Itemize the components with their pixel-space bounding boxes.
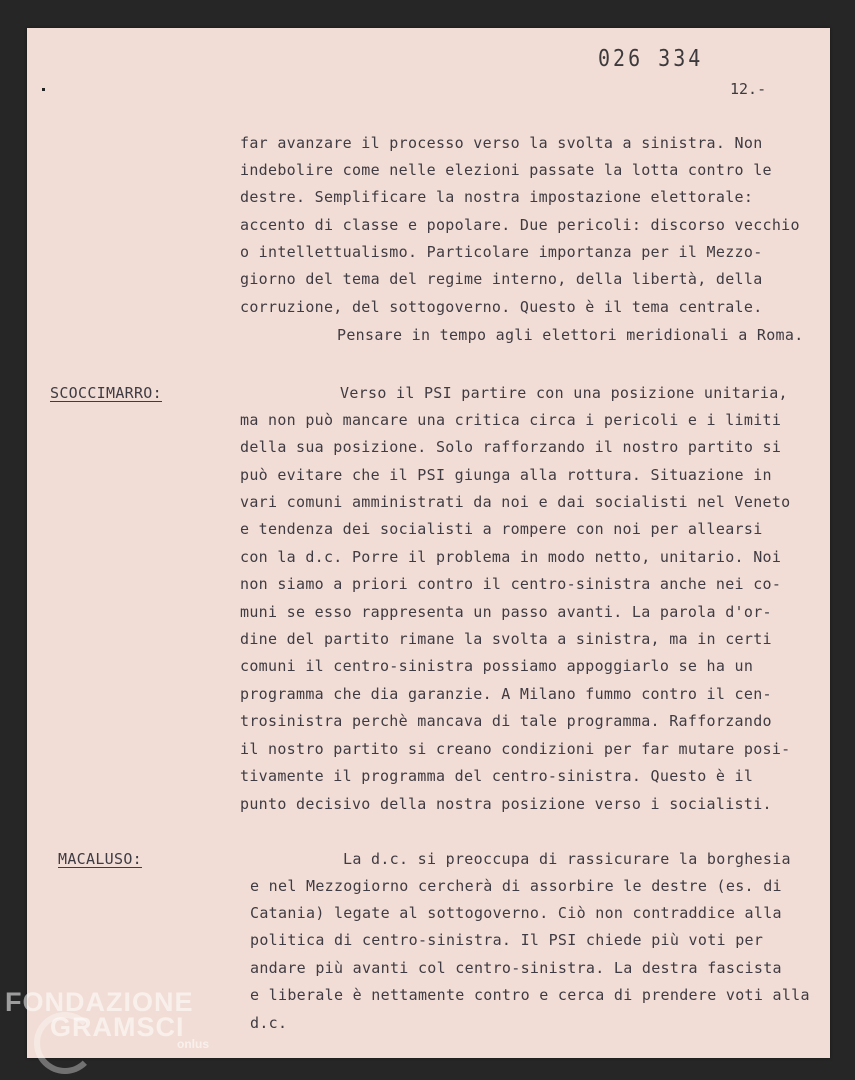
text-line: Verso il PSI partire con una posizione unitaria, — [340, 384, 788, 402]
watermark-line-2: GRAMSCI — [50, 1012, 185, 1042]
text-line: può evitare che il PSI giunga alla rottura. Situazione in — [240, 466, 772, 484]
text-line: e nel Mezzogiorno cercherà di assorbire le destre (es. di — [250, 877, 782, 895]
watermark-line-1: FONDAZIONE — [5, 987, 194, 1017]
ink-speck — [42, 88, 45, 91]
text-line: tivamente il programma del centro-sinistra. Questo è il — [240, 767, 754, 785]
text-line: Catania) legate al sottogoverno. Ciò non contraddice alla — [250, 904, 782, 922]
text-line: non siamo a priori contro il centro-sinistra anche nei co- — [240, 575, 782, 593]
text-line: d.c. — [250, 1014, 288, 1032]
text-line: programma che dia garanzie. A Milano fummo contro il cen- — [240, 685, 772, 703]
text-line: Pensare in tempo agli elettori meridionali a Roma. — [337, 326, 804, 344]
text-line: o intellettualismo. Particolare importanza per il Mezzo- — [240, 243, 763, 261]
speaker-name: MACALUSO: — [58, 850, 142, 868]
text-line: e tendenza dei socialisti a rompere con noi per allearsi — [240, 520, 763, 538]
text-line: La d.c. si preoccupa di rassicurare la borghesia — [343, 850, 791, 868]
text-line: far avanzare il processo verso la svolta a sinistra. Non — [240, 134, 763, 152]
text-line: dine del partito rimane la svolta a sinistra, ma in certi — [240, 630, 772, 648]
text-line: con la d.c. Porre il problema in modo netto, unitario. Noi — [240, 548, 782, 566]
text-line: muni se esso rappresenta un passo avanti. La parola d'or- — [240, 603, 772, 621]
text-line: politica di centro-sinistra. Il PSI chiede più voti per — [250, 931, 764, 949]
page-number: 12.- — [730, 80, 767, 98]
text-line: comuni il centro-sinistra possiamo appoggiarlo se ha un — [240, 657, 754, 675]
text-line: trosinistra perchè mancava di tale programma. Rafforzando — [240, 712, 772, 730]
watermark-logo — [5, 987, 209, 1051]
text-line: il nostro partito si creano condizioni per far mutare posi- — [240, 740, 791, 758]
text-line: andare più avanti col centro-sinistra. La destra fascista — [250, 959, 782, 977]
text-line: indebolire come nelle elezioni passate la lotta contro le — [240, 161, 772, 179]
watermark-line-3: onlus — [177, 1037, 209, 1051]
text-line: punto decisivo della nostra posizione verso i socialisti. — [240, 795, 772, 813]
text-line: vari comuni amministrati da noi e dai socialisti nel Veneto — [240, 493, 791, 511]
text-line: destre. Semplificare la nostra impostazione elettorale: — [240, 188, 754, 206]
text-line: accento di classe e popolare. Due pericoli: discorso vecchio — [240, 216, 800, 234]
speaker-name: SCOCCIMARRO: — [50, 384, 162, 402]
text-line: e liberale è nettamente contro e cerca di prendere voti alla — [250, 986, 810, 1004]
archive-serial-number: 026 334 — [598, 44, 704, 72]
text-line: della sua posizione. Solo rafforzando il nostro partito si — [240, 438, 782, 456]
text-line: giorno del tema del regime interno, della libertà, della — [240, 270, 763, 288]
text-line: corruzione, del sottogoverno. Questo è il tema centrale. — [240, 298, 763, 316]
text-line: ma non può mancare una critica circa i pericoli e i limiti — [240, 411, 782, 429]
